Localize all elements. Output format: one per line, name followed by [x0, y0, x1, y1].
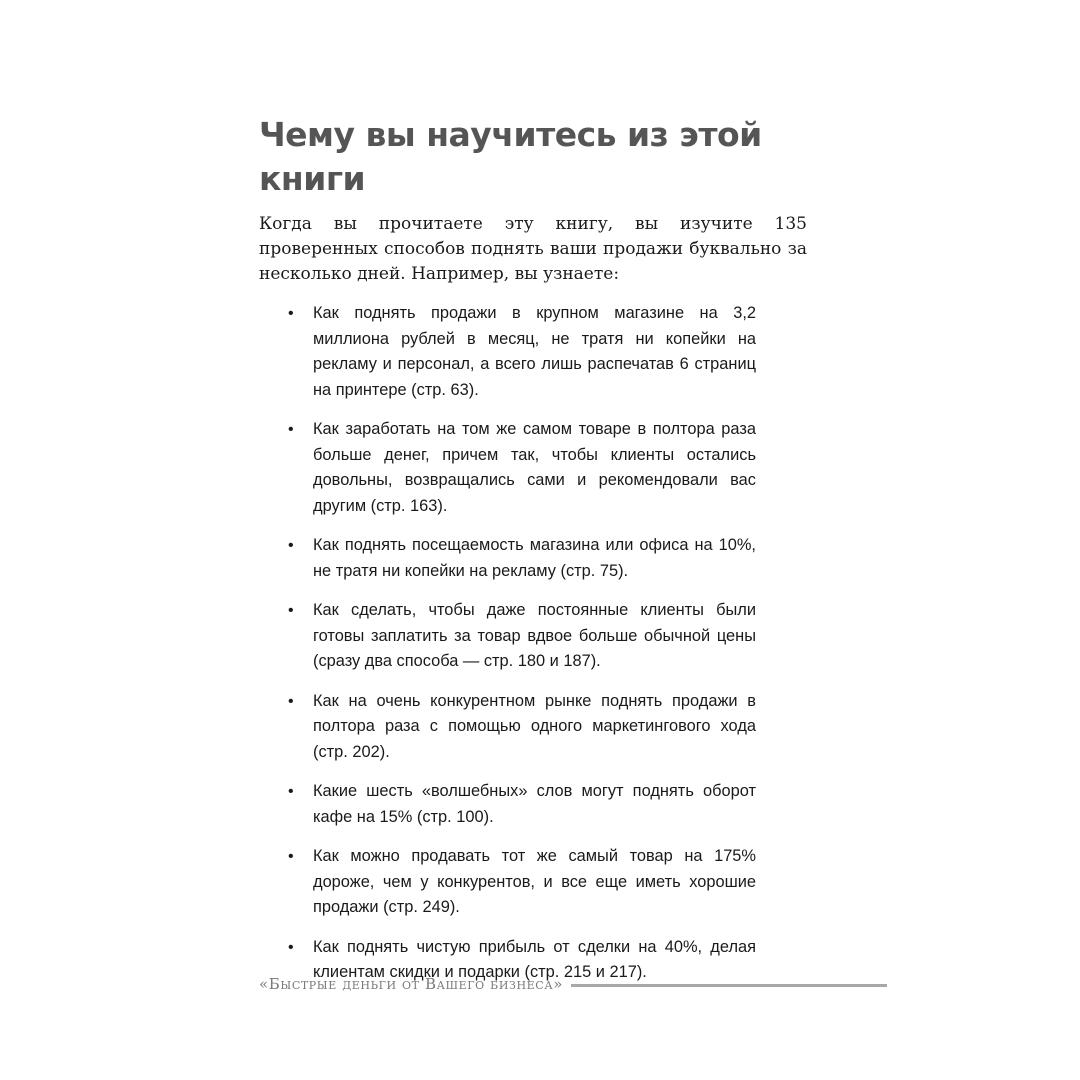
page-title: Чему вы научитесь из этой книги	[259, 115, 762, 198]
list-item-text: Как на очень конкурентном рынке поднять продажи в полтора раза с помощью одного маркетингового хода (стр. 202).	[313, 691, 756, 761]
bullet-icon: •	[288, 602, 294, 619]
footer-rule	[571, 984, 887, 987]
list-item-text: Как сделать, чтобы даже постоянные клиенты были готовы заплатить за товар вдвое больше обычной цены (сразу два способа — стр. 180 и 187).	[313, 601, 756, 670]
list-item-text: Как поднять чистую прибыль от сделки на 40%, делая клиентам скидки и подарки (стр. 215 и 217).	[313, 937, 756, 981]
running-title: «Быстрые деньги от Вашего бизнеса»	[259, 975, 564, 993]
bullet-icon: •	[288, 783, 294, 800]
bullet-icon: •	[288, 692, 294, 710]
bullet-icon: •	[288, 305, 294, 322]
list-item-text: Какие шесть «волшебных» слов могут поднять оборот кафе на 15% (стр. 100).	[313, 782, 756, 826]
running-footer	[259, 972, 887, 996]
list-item-text: Как поднять посещаемость магазина или офиса на 10%, не тратя ни копейки на рекламу (стр. 75).	[313, 536, 756, 580]
bullet-icon: •	[288, 848, 294, 865]
list-item-text: Как можно продавать тот же самый товар на 175% дороже, чем у конкурентов, и все еще иметь хорошие продажи (стр. 249).	[313, 847, 756, 916]
list-item	[288, 598, 756, 675]
bullet-icon: •	[288, 421, 294, 438]
list-item	[288, 533, 756, 584]
bullet-list	[288, 301, 756, 1000]
bullet-icon: •	[288, 938, 294, 956]
list-item-text: Как поднять продажи в крупном магазине на 3,2 миллиона рублей в месяц, не тратя ни копейки на рекламу и персонал, а всего лишь распечатав 6 страниц на принтере (стр. 63).	[313, 304, 756, 399]
bullet-icon: •	[288, 537, 294, 554]
intro-paragraph: Когда вы прочитаете эту книгу, вы изучите 135 проверенных способов поднять ваши продажи буквально за несколько дней. Например, вы узнаете:	[259, 214, 807, 284]
list-item	[288, 689, 756, 766]
list-item-text: Как заработать на том же самом товаре в полтора раза больше денег, причем так, чтобы клиенты остались довольны, возвращались сами и рекомендовали вас другим (стр. 163).	[313, 420, 756, 515]
list-item	[288, 844, 756, 921]
list-item	[288, 301, 756, 403]
list-item	[288, 417, 756, 519]
list-item	[288, 779, 756, 830]
